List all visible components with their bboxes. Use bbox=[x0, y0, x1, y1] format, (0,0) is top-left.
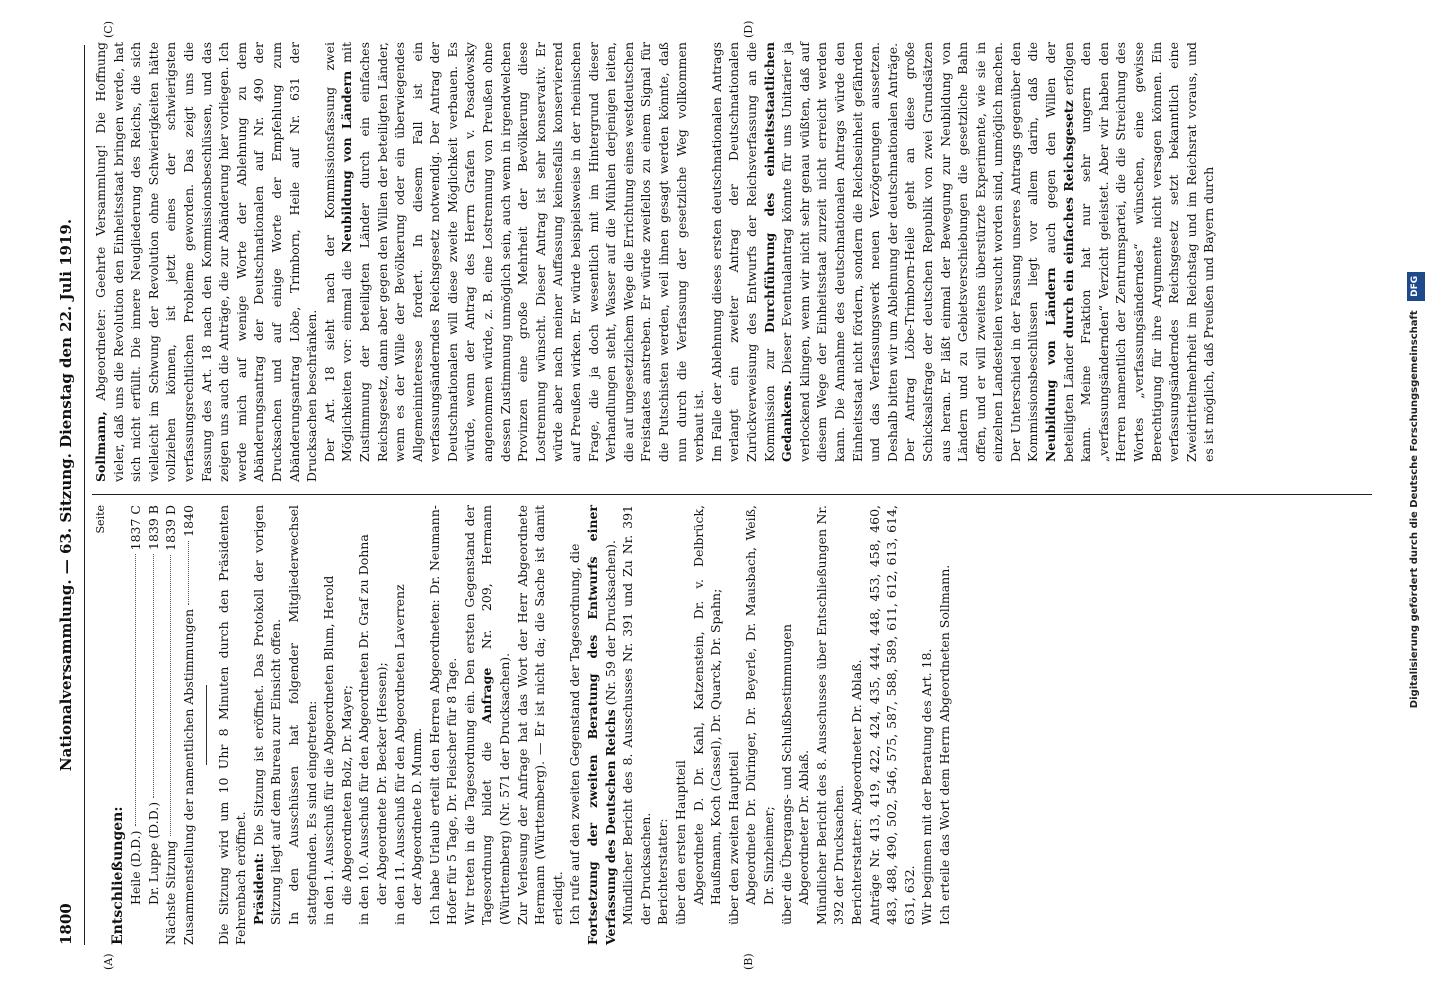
report-line: über den ersten Hauptteil bbox=[673, 760, 688, 925]
emphasis-text: Neubildung von Ländern bbox=[339, 70, 355, 253]
committee-line: in den 10. Ausschuß für den Abgeordneten Dr. Graf zu Dohna bbox=[356, 534, 372, 925]
toc-label: Heile (D.D.) bbox=[128, 830, 144, 905]
speaker-name: Präsident: bbox=[250, 852, 266, 925]
speech-text: auch gegen den Willen der beteiligten Länder bbox=[1043, 42, 1076, 462]
toc-page: 1837 C bbox=[128, 505, 144, 551]
margin-mark-b: (B) bbox=[742, 953, 755, 970]
speech-text: In den Ausschüssen hat folgender Mitgliederwechsel stattgefunden. Es sind eingetreten: bbox=[285, 505, 319, 925]
speech-text: Der Antrag Löbe-Trimborn-Heile geht an diese große Schicksalsfrage der deutschen Republik von zwei Grundsätzen aus heran. Er läßt einmal der Bewegung zur Neubildung von Ländern und zu Gebietsverschiebungen die gesetzliche Bahn offen, und er will zweitens überstürzte Experimente, wie sie in einzelnen Landesteilen versucht worden sind, unmöglich machen. Der Unterschied in der Fassung unseres Antrags gegenüber den Kommissionsbeschlüssen liegt vor allem darin, daß die bbox=[902, 42, 1041, 462]
speech-text: Dieser Eventualantrag könnte für uns Unitarier ja verlockend klingen, wenn wir nicht sehr genau wüßten, daß auf diesem Wege der Einheitsstaat zurzeit nicht erreicht werden kann. Die Annahme des deutschnationalen Antrags würde den Einheitsstaat nicht fördern, sondern die Reichseinheit gefährden und das Verfassungswerk neuen Verzögerungen aussetzen. Deshalb bitten wir um Ablehnung der deutschnationalen Anträge. bbox=[779, 42, 900, 462]
report-line: Abgeordnete Dr. Düringer, Dr. Beyerle, Dr. Mausbach, Weiß, Dr. Sinzheimer; bbox=[743, 505, 776, 905]
credit-text: Digitalisierung gefördert durch die Deutsche Forschungsgemeinschaft bbox=[1409, 310, 1420, 709]
toc-label: Nächste Sitzung bbox=[163, 840, 179, 945]
emphasis-text: durch ein einfaches Reichsgesetz bbox=[1060, 100, 1076, 339]
toc-leader bbox=[153, 554, 154, 798]
speech-text: Die Sitzung ist eröffnet. Das Protokoll der vorigen Sitzung liegt auf dem Bureau zur Einsicht offen. bbox=[250, 505, 284, 925]
report-line: über den zweiten Hauptteil bbox=[725, 751, 741, 925]
margin-mark-a: (A) bbox=[102, 953, 115, 970]
left-column bbox=[92, 505, 954, 945]
toc-seite-label: Seite bbox=[94, 505, 107, 534]
report-line: Berichterstatter: bbox=[655, 818, 671, 925]
section-divider bbox=[206, 685, 207, 765]
speech-text: (Nr. 59 der Drucksachen). bbox=[602, 539, 618, 706]
toc-row bbox=[180, 505, 198, 945]
report-line: Abgeordnete D. Dr. Kahl, Katzenstein, Dr. v. Delbrück, Haußmann, Koch (Cassel), Dr. Quarck, Dr. Spahn; bbox=[690, 505, 724, 905]
speech-text: Ich rufe auf den zweiten Gegenstand der Tagesordnung, die bbox=[567, 543, 583, 925]
emphasis-text: Durchführung des einheitsstaatlichen Gedankens. bbox=[761, 42, 795, 462]
committee-line: in den 11. Ausschuß für den Abgeordneten Laverrenz bbox=[391, 584, 407, 925]
speech-text: Wir treten in die Tagesordnung ein. Den ersten Gegenstand der Tagesordnung bildet die bbox=[461, 505, 495, 925]
page-title: Nationalversammlung. — 63. Sitzung. Dienstag den 22. Juli 1919. bbox=[57, 218, 75, 772]
speaker-name: Sollmann, bbox=[93, 411, 108, 482]
speech-text: Ich habe Urlaub erteilt den Herren Abgeordneten: Dr. Neumann-Hofer für 5 Tage, Dr. Fleischer für 8 Tage. bbox=[426, 505, 460, 925]
toc-row bbox=[162, 505, 180, 945]
speech-text: Zur Verlesung der Anfrage hat das Wort der Herr Abgeordnete Hermann (Württemberg). — Er ist nicht da; die Sache ist damit erledigt. bbox=[514, 505, 565, 925]
emphasis-text: Neubildung von Ländern bbox=[1043, 267, 1059, 462]
margin-mark-d: (D) bbox=[742, 20, 755, 38]
agenda-item-title: Fortsetzung der zweiten Beratung des Entwurfs einer Verfassung des Deutschen Reichs bbox=[585, 505, 618, 945]
toc-heading: Entschließungen: bbox=[109, 806, 126, 945]
report-line: Mündlicher Bericht des 8. Ausschusses über Entschließungen Nr. 392 der Drucksachen. bbox=[813, 505, 847, 925]
toc-page: 1840 bbox=[180, 505, 196, 537]
speech-text: erfolgen kann. Meine Fraktion hat nur sehr ungern den „verfassungsändernden“ Verzicht geleistet. Aber wir haben den Herren namentlich der Zentrumspartei, die die Streichung des Wortes „verfassungsänderndes“ wünschen, eine gewisse Berechtigung für ihre Argumente nicht versagen können. Ein verfassungsänderndes Reichsgesetz setzt bekanntlich eine Zweidrittelmehrheit im Reichstag und im Reichsrat voraus, und es ist möglich, daß Preußen und Bayern durch bbox=[1060, 42, 1217, 462]
toc-row bbox=[145, 505, 163, 945]
committee-line: der Abgeordnete D. Mumm. bbox=[409, 727, 425, 905]
speech-text: Wir beginnen mit der Beratung des Art. 18. bbox=[919, 648, 935, 925]
running-head bbox=[50, 45, 86, 945]
page-number: 1800 bbox=[57, 903, 75, 945]
speech-text: Nr. 209, Hermann (Württemberg) (Nr. 571 der Drucksachen). bbox=[479, 505, 513, 925]
digitization-credit bbox=[1406, 20, 1425, 960]
speech-text: Abgeordneter: Geehrte Versammlung! Die Hoffnung vieler, daß uns die Revolution den Einheitsstaat bringen werde, hat sich nicht erfüllt. Die innere Neugliederung des Reichs, die sich vielleicht im Schwung der Revolution ohne Schwierigkeiten hätte vollziehen können, ist jetzt eines der schwierigsten verfassungsrechtlichen Probleme geworden. Das zeigt uns die Fassung des Art. 18 nach den Kommissionsbeschlüssen, und das zeigen uns auch die Anträge, die zur Abänderung hier vorliegen. Ich werde mich auf wenige Worte der Ablehnung zu dem Abänderungsantrag der Deutschnationalen auf Nr. 490 der Drucksachen und auf einige Worte der Empfehlung zum Abänderungsantrag Löbe, Trimborn, Heile auf Nr. 631 der Drucksachen beschränken. bbox=[93, 42, 320, 482]
dfg-logo: DFG bbox=[1407, 272, 1425, 301]
speech-text: Im Falle der Ablehnung dieses ersten deutschnationalen Antrags verlangt ein zweiter Antrag der Deutschnationalen Zurückverweisung des Entwurfs der Reichsverfassung an die Kommission zur bbox=[708, 42, 777, 462]
toc-row bbox=[127, 505, 145, 945]
agenda-item-title: Anfrage bbox=[479, 667, 495, 724]
right-column bbox=[92, 42, 1218, 482]
report-line: Berichterstatter: Abgeordneter Dr. Ablaß. bbox=[848, 659, 864, 925]
margin-mark-c: (C) bbox=[102, 21, 115, 38]
toc-page: 1839 D bbox=[163, 505, 179, 551]
toc-page: 1839 B bbox=[145, 505, 161, 550]
motions-list: Anträge Nr. 413, 419, 422, 424, 435, 444, 448, 453, 458, 460, 483, 488, 490, 502, 546, 575, 587, 588, 589, 611, 612, 613, 614, 631, 632. bbox=[866, 505, 917, 925]
committee-line: der Abgeordnete Dr. Becker (Hessen); bbox=[373, 662, 389, 905]
toc-leader bbox=[188, 541, 189, 605]
toc-label: Dr. Luppe (D.D.) bbox=[145, 801, 161, 905]
speech-text: Der Art. 18 sieht nach der Kommissionsfassung zwei Möglichkeiten vor: einmal die bbox=[321, 42, 355, 462]
report-line: über die Übergangs- und Schlußbestimmungen bbox=[778, 624, 794, 925]
committee-line: in den 1. Ausschuß für die Abgeordneten Blum, Herold bbox=[321, 575, 337, 925]
speech-text: mit Zustimmung der beteiligten Länder durch ein einfaches Reichsgesetz, dann aber gegen den Willen der beteiligten Länder, wenn es der Wille der Bevölkerung oder ein überwiegendes Allgemeininteresse fordert. In diesem Fall ist ein verfassungsänderndes Reichsgesetz notwendig. Der Antrag der Deutschnationalen will diese zweite Möglichkeit verbauen. Es würde, wenn der Antrag des Herrn Grafen v. Posadowsky angenommen würde, z. B. eine Lostrennung von Preußen ohne dessen Zustimmung unmöglich sein, auch wenn in irgendwelchen Provinzen eine große Mehrheit der Bevölkerung diese Lostrennung wünscht. Dieser Antrag ist sehr konservativ. Er würde aber nach meiner Auffassung keinesfalls konservierend auf Preußen wirken. Er würde beispielsweise in der rheinischen Frage, die ja doch wesentlich mit im Hintergrund dieser Verhandlungen steht, Wasser auf die Mühlen derjenigen leiten, die auf ungesetzlichem Wege die Errichtung eines westdeutschen Freistaates anstreben. Er würde zweifellos zu einem Signal für die Putschisten werden, weil ihnen gesagt werden könnte, daß nun durch die Verfassung der gesetzliche Weg vollkommen verbaut ist. bbox=[339, 42, 707, 462]
report-line: Mündlicher Bericht des 8. Ausschusses Nr. 391 und Zu Nr. 391 der Drucksachen. bbox=[620, 505, 653, 925]
toc-leader bbox=[170, 555, 171, 837]
opening-paragraph: Die Sitzung wird um 10 Uhr 8 Minuten durch den Präsidenten Fehrenbach eröffnet. bbox=[215, 505, 249, 945]
report-line: Abgeordneter Dr. Ablaß. bbox=[796, 749, 812, 905]
column-divider bbox=[92, 494, 1372, 495]
header-divider bbox=[84, 45, 85, 945]
speech-text: Ich erteile das Wort dem Herrn Abgeordneten Sollmann. bbox=[936, 564, 952, 925]
toc-label: Zusammenstellung der namentlichen Abstimmungen bbox=[180, 608, 196, 945]
toc-leader bbox=[135, 554, 136, 826]
committee-line: die Abgeordneten Bolz, Dr. Mayer; bbox=[338, 685, 354, 905]
